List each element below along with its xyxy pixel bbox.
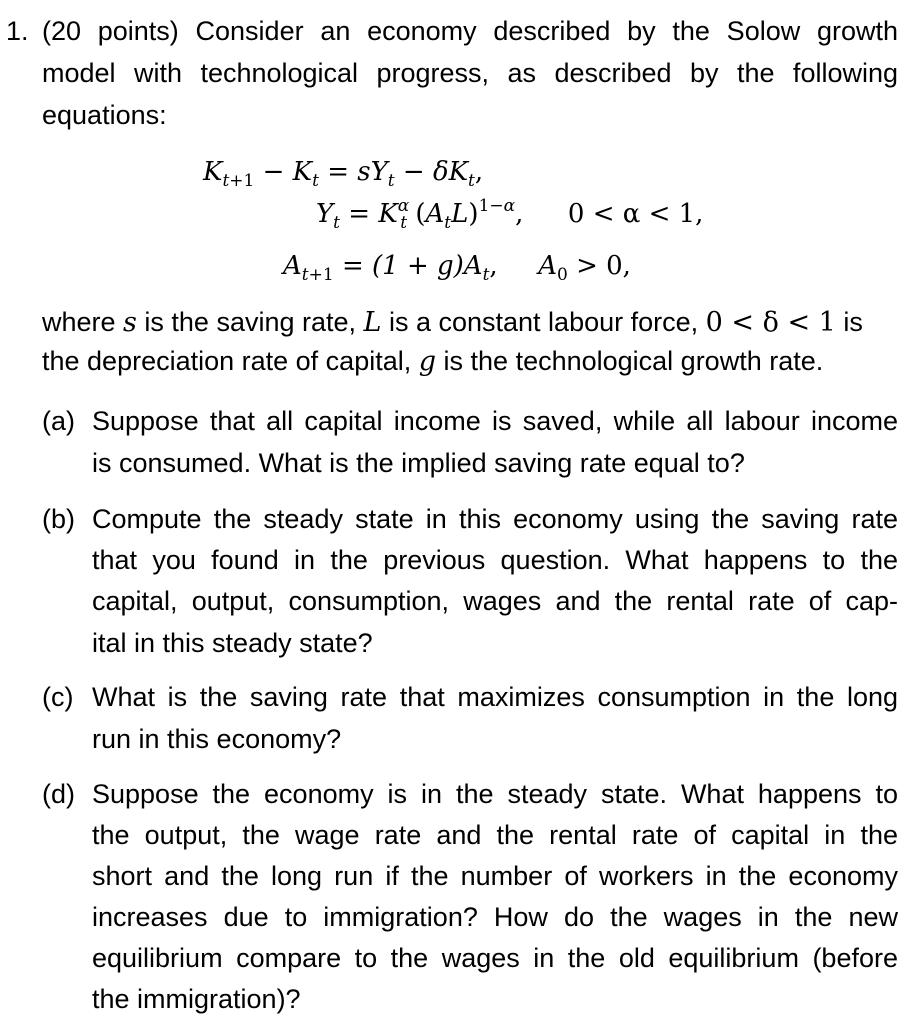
part-b-line-2: that you found in the previous question. What happens to the	[92, 545, 898, 575]
question-number: 1.	[6, 16, 29, 46]
part-d-line-3: short and the long run if the number of workers in the economy	[92, 861, 898, 891]
part-d-line-1: Suppose the economy is in the steady state. What happens to	[92, 779, 898, 809]
part-b-line-1: Compute the steady state in this economy using the saving rate	[92, 504, 898, 534]
part-a-line-2: is consumed. What is the implied saving rate equal to?	[92, 448, 745, 478]
part-c-line-1: What is the saving rate that maximizes consumption in the long	[92, 682, 898, 712]
part-a-label: (a)	[42, 406, 75, 436]
part-d-line-4: increases due to immigration? How do the wages in the new	[92, 902, 898, 932]
part-b-line-3: capital, output, consumption, wages and the rental rate of cap-	[92, 586, 898, 616]
part-c-line-2: run in this economy?	[92, 724, 342, 754]
part-b-line-4: ital in this steady state?	[92, 628, 373, 658]
part-d-line-2: the output, the wage rate and the rental rate of capital in the	[92, 820, 898, 850]
intro-line-1: (20 points) Consider an economy described by the Solow growth	[42, 16, 898, 46]
intro-line-3: equations:	[42, 100, 167, 130]
intro-line-2: model with technological progress, as described by the following	[42, 58, 898, 88]
part-c-label: (c)	[42, 682, 74, 712]
equation-production-function: $Y_t = K^\alpha_t$ $(A_tL)^{1-\alpha}$, 0 < α < 1,	[316, 196, 704, 233]
part-d-line-5: equilibrium compare to the wages in the old equilibrium (before	[92, 943, 898, 973]
equation-technology-growth: $A_{t+1} = (1 + g)A_t$, $A_0 > 0$,	[283, 251, 631, 285]
part-b-label: (b)	[42, 504, 75, 534]
equation-capital-accumulation: $K_{t+1} - K_t = sY_t - \delta K_t$,	[203, 157, 484, 191]
definitions-line-1: where s is the saving rate, L is a constant labour force, 0 < δ < 1 is	[42, 307, 863, 338]
part-a-line-1: Suppose that all capital income is saved, while all labour income	[92, 406, 898, 436]
part-d-label: (d)	[42, 779, 75, 809]
definitions-line-2: the depreciation rate of capital, g is the technological growth rate.	[42, 346, 824, 377]
part-d-line-6: the immigration)?	[92, 984, 301, 1014]
